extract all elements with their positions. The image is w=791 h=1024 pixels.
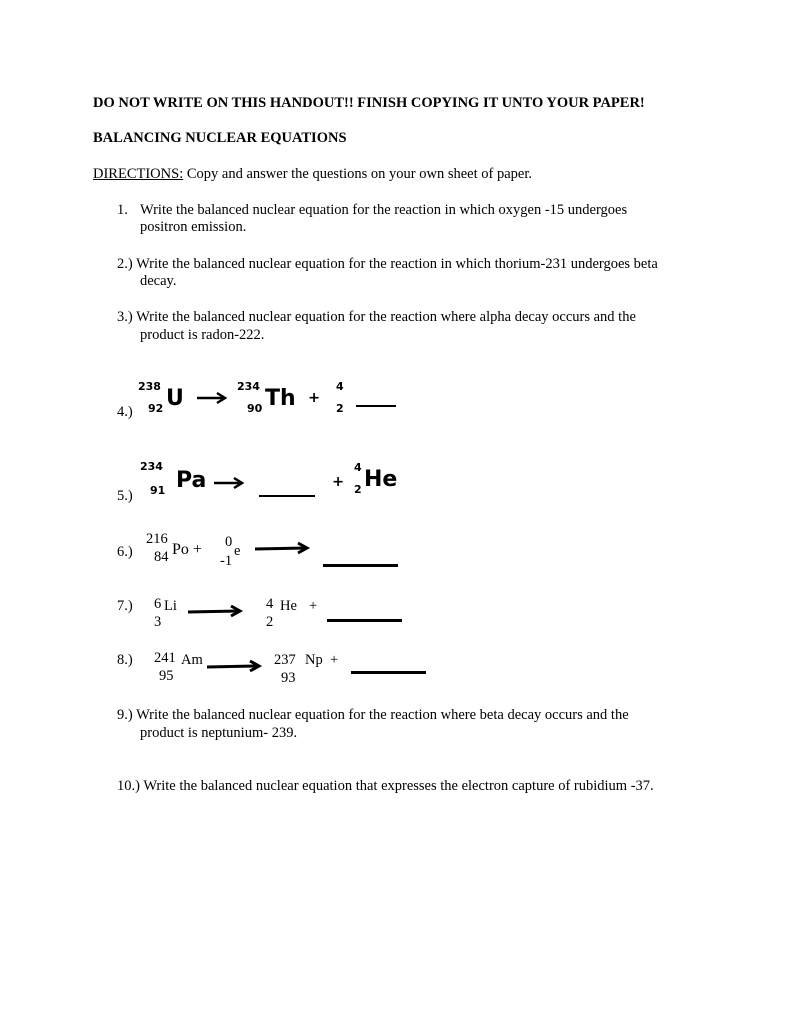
- polonium-mass-number: 216: [146, 531, 168, 547]
- q4-unknown-atomic-number: 2: [336, 402, 344, 415]
- helium-mass-number: 4: [354, 461, 362, 474]
- helium-symbol: He: [364, 467, 398, 492]
- uranium-symbol: U: [166, 386, 184, 411]
- handout-warning: DO NOT WRITE ON THIS HANDOUT!! FINISH COPYING IT UNTO YOUR PAPER!: [93, 95, 645, 111]
- electron-symbol: e: [234, 543, 241, 559]
- helium-7-atomic-number: 2: [266, 614, 274, 630]
- q6-reaction-arrow: [254, 541, 310, 557]
- electron-charge-number: -1: [220, 553, 233, 569]
- neptunium-mass-number: 237: [274, 652, 296, 668]
- neptunium-atomic-number: 93: [281, 670, 296, 686]
- thorium-symbol: Th: [265, 386, 296, 411]
- question-2-line-2: decay.: [140, 273, 177, 289]
- lithium-symbol: Li: [164, 598, 177, 614]
- neptunium-symbol: Np: [305, 652, 323, 668]
- question-4-number: 4.): [117, 404, 133, 420]
- lithium-atomic-number: 3: [154, 614, 162, 630]
- q4-unknown-mass-number: 4: [336, 380, 344, 393]
- thorium-atomic-number: 90: [247, 402, 263, 415]
- question-3-line-1: 3.) Write the balanced nuclear equation for the reaction where alpha decay occurs and the: [117, 309, 636, 325]
- uranium-atomic-number: 92: [148, 402, 164, 415]
- page-title: BALANCING NUCLEAR EQUATIONS: [93, 130, 347, 146]
- q7-answer-blank: [327, 619, 402, 622]
- directions-text: Copy and answer the questions on your own sheet of paper.: [183, 166, 532, 182]
- protactinium-symbol: Pa: [176, 468, 207, 493]
- question-2-line-1: 2.) Write the balanced nuclear equation for the reaction in which thorium-231 undergoes beta: [117, 256, 658, 272]
- q6-answer-blank: [323, 564, 398, 567]
- americium-mass-number: 241: [154, 650, 176, 666]
- q7-reaction-arrow: [187, 604, 243, 620]
- directions-label: DIRECTIONS:: [93, 166, 184, 182]
- question-9-line-2: product is neptunium- 239.: [140, 725, 298, 741]
- thorium-mass-number: 234: [237, 380, 260, 393]
- question-1-line-1: Write the balanced nuclear equation for the reaction in which oxygen -15 undergoes: [140, 202, 628, 218]
- polonium-atomic-number: 84: [154, 549, 169, 565]
- q4-answer-blank: [356, 405, 396, 407]
- q4-plus: +: [308, 390, 321, 406]
- q5-reaction-arrow: [213, 476, 245, 490]
- q5-plus: +: [332, 474, 345, 490]
- question-9-line-1: 9.) Write the balanced nuclear equation for the reaction where beta decay occurs and the: [117, 707, 629, 723]
- question-3-line-2: product is radon-222.: [140, 327, 265, 343]
- q8-plus: +: [330, 652, 339, 668]
- question-1-line-2: positron emission.: [140, 219, 247, 235]
- lithium-mass-number: 6: [154, 596, 162, 612]
- question-5-number: 5.): [117, 488, 133, 504]
- helium-atomic-number: 2: [354, 483, 362, 496]
- q8-answer-blank: [351, 671, 426, 674]
- q4-reaction-arrow: [196, 391, 228, 405]
- question-7-number: 7.): [117, 598, 133, 614]
- q8-reaction-arrow: [206, 659, 262, 675]
- question-10-line-1: 10.) Write the balanced nuclear equation that expresses the electron capture of rubidium -37.: [117, 778, 654, 794]
- polonium-symbol: Po +: [172, 541, 202, 558]
- electron-mass-number: 0: [225, 534, 233, 550]
- protactinium-atomic-number: 91: [150, 484, 166, 497]
- directions: [93, 166, 532, 183]
- uranium-mass-number: 238: [138, 380, 161, 393]
- helium-7-mass-number: 4: [266, 596, 274, 612]
- question-6-number: 6.): [117, 544, 133, 560]
- q5-answer-blank: [259, 495, 315, 497]
- helium-7-symbol: He: [280, 598, 297, 614]
- question-8-number: 8.): [117, 652, 133, 668]
- americium-symbol: Am: [181, 652, 203, 668]
- q7-plus: +: [309, 598, 318, 614]
- question-1-number: 1.: [117, 202, 128, 218]
- americium-atomic-number: 95: [159, 668, 174, 684]
- protactinium-mass-number: 234: [140, 460, 163, 473]
